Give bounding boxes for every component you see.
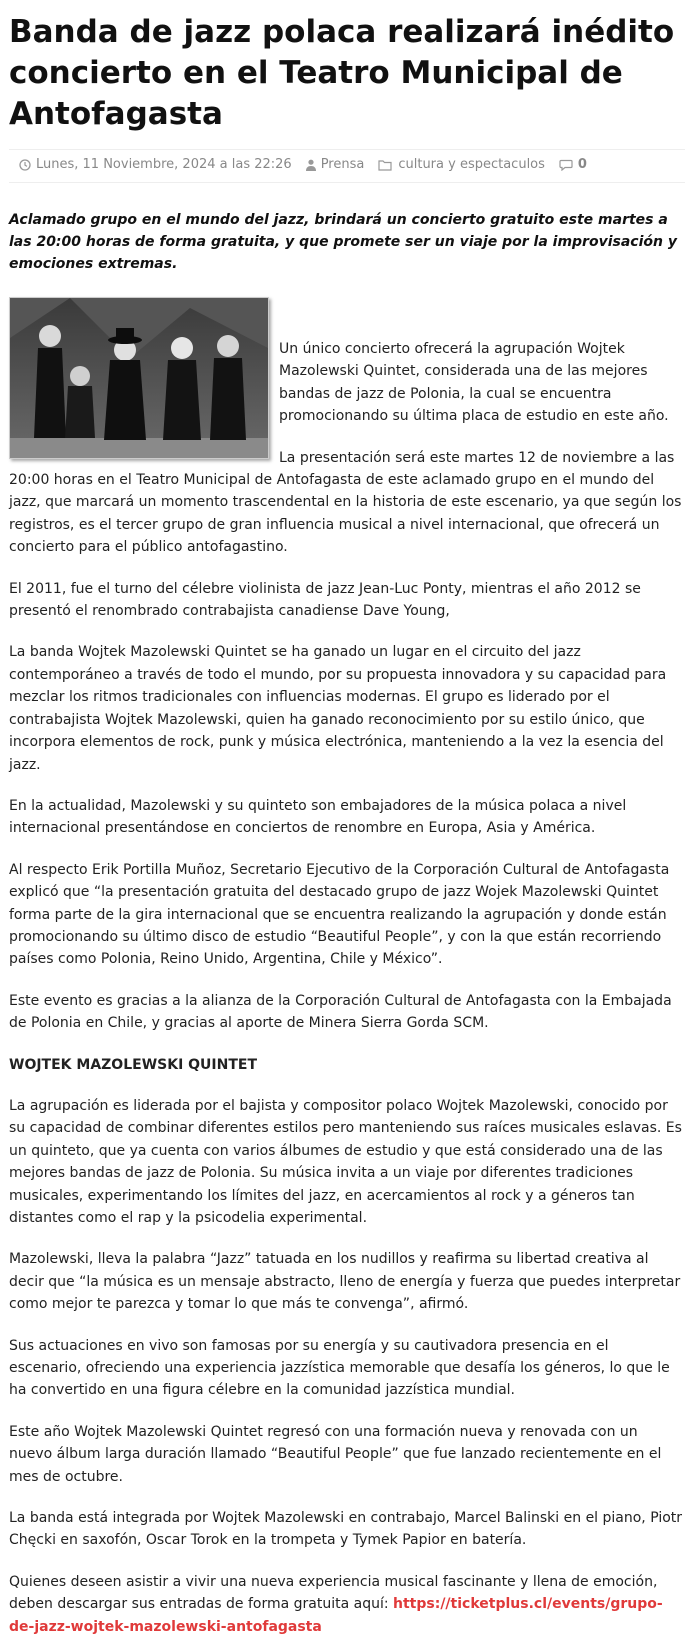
paragraph: Al respecto Erik Portilla Muñoz, Secretario Ejecutivo de la Corporación Cultural de Antofagasta explicó que “la presentación gratuita del destacado grupo de jazz Wojek Mazolewski Quintet forma parte de la gira internacional que se encuentra realizando la agrupación y donde están promocionando su último disco de estudio “Beautiful People”, y con la que están recorriendo países como Polonia, Reino Unido, Argentina, Chile y México”. <box>9 861 670 968</box>
paragraph: La banda está integrada por Wojtek Mazolewski en contrabajo, Marcel Balinski en el piano, Piotr Chęcki en saxofón, Oscar Torok en la trompeta y Tymek Papior en batería. <box>9 1510 683 1549</box>
ticket-link[interactable]: https://ticketplus.cl/events/grupo-de-jazz-wojtek-mazolewski-antofagasta <box>9 1596 663 1635</box>
paragraph: Este evento es gracias a la alianza de la Corporación Cultural de Antofagasta con la Embajada de Polonia en Chile, y gracias al aporte de Minera Sierra Gorda SCM. <box>9 992 672 1032</box>
meta-comments[interactable] <box>559 156 587 174</box>
paragraph: En la actualidad, Mazolewski y su quinteto son embajadores de la música polaca a nivel internacional presentándose en conciertos de renombre en Europa, Asia y América. <box>9 797 627 837</box>
paragraph: Un único concierto ofrecerá la agrupación Wojtek Mazolewski Quintet, considerada una de las mejores bandas de jazz de Polonia, la cual se encuentra promocionando su última placa de estudio en este año. <box>279 341 669 425</box>
meta-comments-count: 0 <box>577 157 587 172</box>
article-meta <box>9 149 685 183</box>
paragraph: Sus actuaciones en vivo son famosas por su energía y su cautivadora presencia en el escenario, ofreciendo una experiencia jazzística memorable que desafía los géneros, lo que le ha convertido en una figura célebre en la comunidad jazzística mundial. <box>9 1337 670 1399</box>
clock-icon <box>19 159 31 171</box>
article-lead: Aclamado grupo en el mundo del jazz, brindará un concierto gratuito este martes a las 20:00 horas de forma gratuita, y que promete ser un viaje por la improvisación y emociones extremas. <box>9 212 677 272</box>
user-icon <box>306 159 316 171</box>
paragraph: Mazolewski, lleva la palabra “Jazz” tatuada en los nudillos y reafirma su libertad creativa al decir que “la música es un mensaje abstracto, lleno de energía y fuerza que puedes interpretar como mejor te parezca y tomar lo que más te convenga”, afirmó. <box>9 1251 681 1313</box>
paragraph: La agrupación es liderada por el bajista y compositor polaco Wojtek Mazolewski, conocido por su capacidad de combinar diferentes estilos pero manteniendo sus raíces musicales eslavas. Es un quinteto, que ya cuenta con varios álbumes de estudio y que está considerado una de las mejores bandas de jazz de Polonia. Su música invita a un viaje por diferentes tradiciones musicales, experimentando los límites del jazz, en acercamientos al rock y a géneros tan distantes como el rap y la psicodelia experimental. <box>9 1097 682 1226</box>
band-photo <box>9 297 269 459</box>
folder-icon <box>378 159 393 171</box>
paragraph: Este año Wojtek Mazolewski Quintet regresó con una formación nueva y renovada con un nuevo álbum larga duración llamado “Beautiful People” que fue lanzado recientemente en el mes de octubre. <box>9 1423 662 1485</box>
article-body <box>9 295 685 1638</box>
article-title: Banda de jazz polaca realizará inédito concierto en el Teatro Municipal de Antofagasta <box>9 14 675 132</box>
section-heading: WOJTEK MAZOLEWSKI QUINTET <box>9 1056 258 1073</box>
meta-category-text: cultura y espectaculos <box>398 157 545 172</box>
meta-author[interactable] <box>306 156 365 174</box>
meta-category[interactable] <box>378 156 545 174</box>
paragraph: La presentación será este martes 12 de noviembre a las 20:00 horas en el Teatro Municipal de Antofagasta de este aclamado grupo en el mundo del jazz, que marcará un momento trascendental en la historia de este escenario, ya que según los registros, es el tercer grupo de gran influencia musical a nivel internacional, que ofrecerá un concierto para el público antofagastino. <box>9 449 682 556</box>
closing-text: Quienes deseen asistir a vivir una nueva experiencia musical fascinante y llena de emoción, deben descargar sus entradas de forma gratuita aquí: <box>9 1573 658 1613</box>
paragraph: La banda Wojtek Mazolewski Quintet se ha ganado un lugar en el circuito del jazz contemporáneo a través de todo el mundo, por su propuesta innovadora y su capacidad para mezclar los ritmos tradicionales con influencias modernas. El grupo es liderado por el contrabajista Wojtek Mazolewski, quien ha ganado reconocimiento por su estilo único, que incorpora elementos de rock, punk y música electrónica, manteniendo a la vez la esencia del jazz. <box>9 644 667 773</box>
meta-author-text: Prensa <box>320 157 365 172</box>
comment-icon <box>559 159 573 171</box>
meta-date-text: Lunes, 11 Noviembre, 2024 a las 22:26 <box>36 157 292 172</box>
article <box>0 12 694 1638</box>
meta-date <box>19 156 292 174</box>
paragraph: El 2011, fue el turno del célebre violinista de jazz Jean-Luc Ponty, mientras el año 2012 se presentó el renombrado contrabajista canadiense Dave Young, <box>9 580 641 620</box>
closing-paragraph <box>9 1571 685 1638</box>
